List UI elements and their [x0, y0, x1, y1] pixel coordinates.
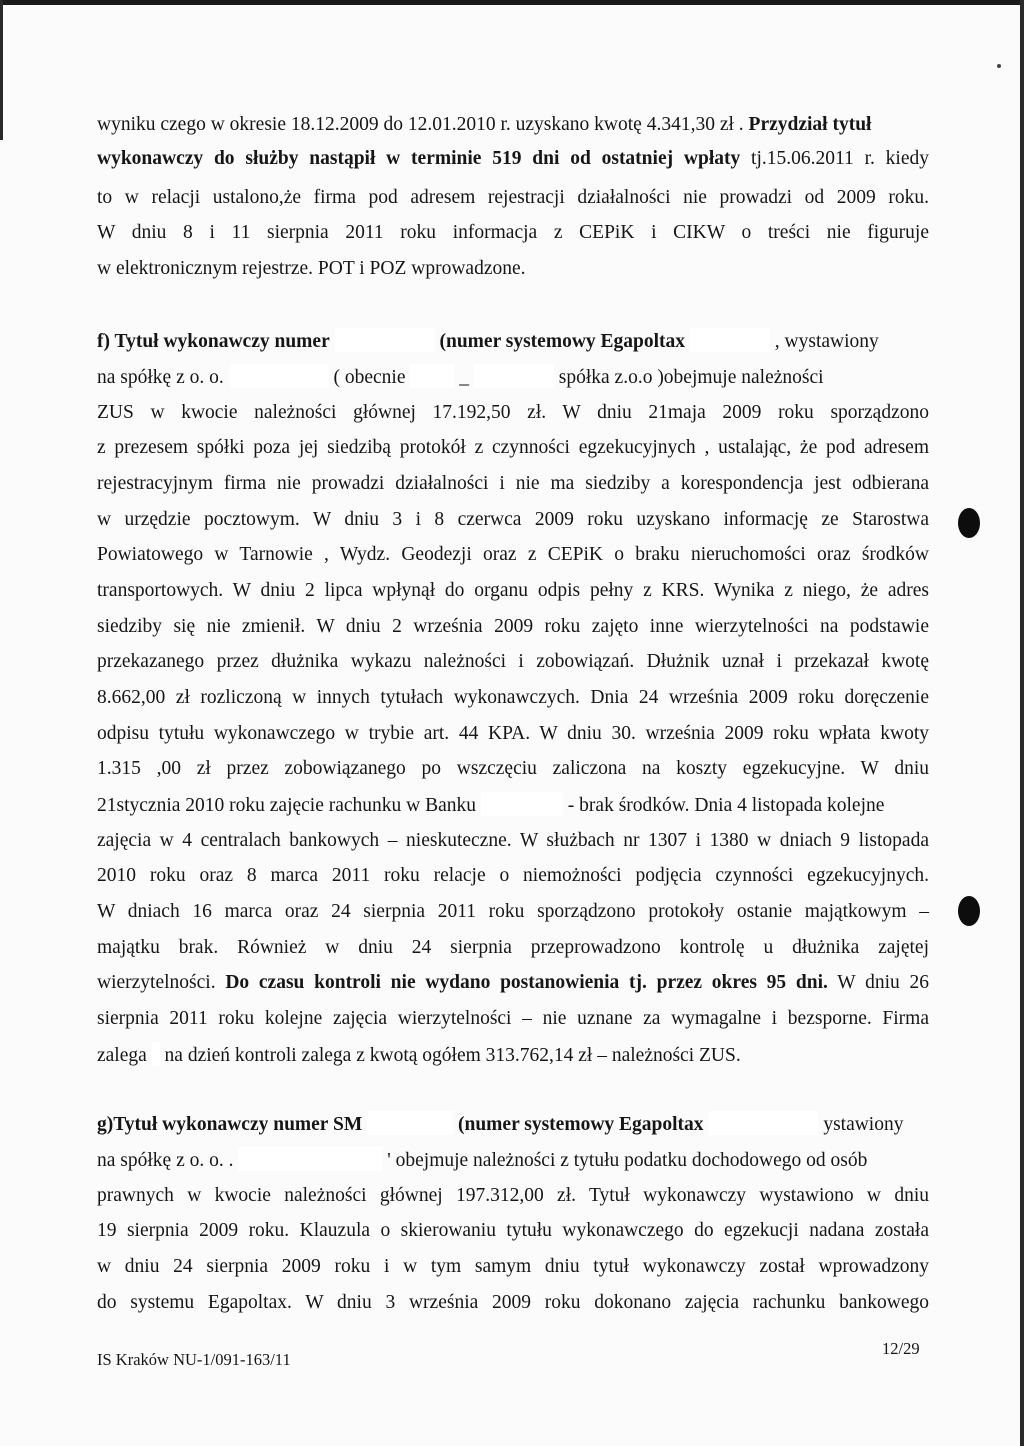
- paragraph-f-line-9: siedziby się nie zmienił. W dniu 2 września 2009 roku zajęto inne wierzytelności na podstawie: [97, 616, 929, 637]
- paragraph-g-line-1: [97, 1111, 929, 1138]
- bold-text-span: (numer systemowy Egapoltax: [458, 1114, 704, 1135]
- redaction-mask: [335, 328, 435, 352]
- text-span: ' obejmuje należności z tytułu podatku dochodowego od osób: [387, 1150, 868, 1171]
- text-span: informacja z CEPiK i CIKW o treści nie figuruje: [452, 222, 929, 243]
- text-span: spółka z.o.o )obejmuje należności: [558, 367, 824, 388]
- paragraph-g-line-4: 19 sierpnia 2009 roku. Klauzula o skierowaniu tytułu wykonawczego do egzekucji nadana została: [97, 1220, 929, 1241]
- text-span: na spółkę z o. o. .: [97, 1150, 234, 1171]
- paragraph-f-line-7: Powiatowego w Tarnowie , Wydz. Geodezji oraz z CEPiK o braku nieruchomości oraz środków: [97, 544, 929, 565]
- punch-hole-top: [958, 508, 980, 538]
- text-span: na dzień kontroli zalega z kwotą ogółem 313.762,14 zł – należności ZUS.: [164, 1045, 741, 1066]
- redaction-mask: [410, 364, 454, 388]
- text-span: ( obecnie: [333, 367, 406, 388]
- scan-edge-left: [0, 0, 3, 140]
- paragraph-f-line-18: majątku brak. Również w dniu 24 sierpnia przeprowadzono kontrolę u dłużnika zajętej: [97, 937, 929, 958]
- paragraph-f-line-13: 1.315 ,00 zł przez zobowiązanego po wszczęciu zaliczona na koszty egzekucyjne. W dniu: [97, 758, 929, 779]
- paragraph-f-line-2: [97, 364, 929, 391]
- redaction-mask: [367, 1111, 453, 1135]
- text-span: _: [459, 367, 469, 388]
- redaction-mask: [152, 1042, 160, 1066]
- paragraph-f-line-17: W dniach 16 marca oraz 24 sierpnia 2011 roku sporządzono protokoły ostanie majątkowym –: [97, 901, 929, 922]
- text-span: 21stycznia 2010 roku zajęcie rachunku w Banku: [97, 795, 477, 816]
- paragraph-f-line-11: 8.662,00 zł rozliczoną w innych tytułach wykonawczych. Dnia 24 września 2009 roku doręczenie: [97, 687, 929, 708]
- text-span: W dniu 8 i 11 sierpnia 2011 roku: [97, 222, 437, 243]
- paragraph-f-line-21: [97, 1042, 929, 1069]
- redaction-mask: [229, 364, 329, 388]
- scan-edge-top: [0, 0, 1024, 5]
- text-span: wierzytelności.: [97, 972, 216, 993]
- redaction-mask: [474, 364, 554, 388]
- paragraph-e-line-1: [97, 112, 929, 138]
- paragraph-e-line-3: to w relacji ustalono,że firma pod adresem rejestracji działalności nie prowadzi od 2009 roku.: [97, 187, 929, 208]
- paragraph-f-line-19: [97, 970, 929, 996]
- text-span: na spółkę z o. o.: [97, 367, 224, 388]
- text-span: zalega: [97, 1045, 147, 1066]
- paragraph-f-line-5: rejestracyjnym firma nie prowadzi działalności i nie ma siedziby a korespondencja jest odbierana: [97, 473, 929, 494]
- paragraph-f-line-1: [97, 328, 929, 355]
- paragraph-f-line-6: w urzędzie pocztowym. W dniu 3 i 8 czerwca 2009 roku uzyskano informację ze Starostwa: [97, 509, 929, 530]
- paragraph-f-line-12: odpisu tytułu wykonawczego w trybie art. 44 KPA. W dniu 30. września 2009 roku wpłata kwoty: [97, 723, 929, 744]
- paragraph-e-line-5: w elektronicznym rejestrze. POT i POZ wprowadzone.: [97, 258, 526, 279]
- scan-speck: [997, 64, 1001, 68]
- page-number: 12/29: [882, 1339, 920, 1358]
- text-span: , wystawiony: [774, 331, 879, 352]
- paragraph-e-line-2: [97, 146, 929, 172]
- paragraph-f-line-15: zajęcia w 4 centralach bankowych – nieskuteczne. W służbach nr 1307 i 1380 w dniach 9 listopada: [97, 830, 929, 851]
- bold-text-span: f) Tytuł wykonawczy numer: [97, 331, 330, 352]
- bold-text-span: (numer systemowy Egapoltax: [439, 331, 686, 352]
- text-span: W dniu 26: [837, 972, 929, 993]
- bold-text-span: wykonawczy do służby nastąpił w terminie 519 dni od ostatniej wpłaty: [97, 148, 741, 169]
- paragraph-f-line-4: z prezesem spółki poza jej siedzibą protokół z czynności egzekucyjnych , ustalając, że pod adresem: [97, 437, 929, 458]
- paragraph-f-line-16: 2010 roku oraz 8 marca 2011 roku relacje o niemożności podjęcia czynności egzekucyjnych.: [97, 865, 929, 886]
- paragraph-f-line-10: przekazanego przez dłużnika wykazu należności i zobowiązań. Dłużnik uznał i przekazał kwotę: [97, 651, 929, 672]
- redaction-mask: [708, 1111, 818, 1135]
- bold-text-span: Przydział tytuł: [748, 114, 872, 135]
- paragraph-g-line-3: prawnych w kwocie należności głównej 197.312,00 zł. Tytuł wykonawczy wystawiono w dniu: [97, 1185, 929, 1206]
- punch-hole-bottom: [958, 896, 980, 926]
- scan-edge-right: [1020, 0, 1024, 1446]
- paragraph-f-line-8: transportowych. W dniu 2 lipca wpłynął do organu odpis pełny z KRS. Wynika z niego, że adres: [97, 580, 929, 601]
- text-span: wyniku czego w okresie 18.12.2009 do 12.01.2010 r. uzyskano kwotę 4.341,30 zł .: [97, 114, 744, 135]
- text-span: ystawiony: [823, 1114, 904, 1135]
- paragraph-e-line-4: [97, 220, 929, 246]
- bold-text-span: Do czasu kontroli nie wydano postanowienia tj. przez okres 95 dni.: [225, 972, 828, 993]
- redaction-mask: [481, 792, 563, 816]
- paragraph-g-line-5: w dniu 24 sierpnia 2009 roku i w tym samym dniu tytuł wykonawczy został wprowadzony: [97, 1256, 929, 1277]
- footer-reference: IS Kraków NU-1/091-163/11: [97, 1350, 291, 1369]
- bold-text-span: g)Tytuł wykonawczy numer SM: [97, 1114, 363, 1135]
- redaction-mask: [238, 1147, 382, 1171]
- paragraph-f-line-3: ZUS w kwocie należności głównej 17.192,50 zł. W dniu 21maja 2009 roku sporządzono: [97, 402, 929, 423]
- paragraph-g-line-6: do systemu Egapoltax. W dniu 3 września 2009 roku dokonano zajęcia rachunku bankowego: [97, 1292, 929, 1313]
- text-span: - brak środków. Dnia 4 listopada kolejne: [567, 795, 885, 816]
- paragraph-f-line-20: sierpnia 2011 roku kolejne zajęcia wierzytelności – nie uznane za wymagalne i bezsporne. Firma: [97, 1008, 929, 1029]
- text-span: tj.15.06.2011 r. kiedy: [751, 148, 930, 169]
- redaction-mask: [690, 328, 770, 352]
- paragraph-g-line-2: [97, 1147, 929, 1174]
- paragraph-f-line-14: [97, 792, 929, 819]
